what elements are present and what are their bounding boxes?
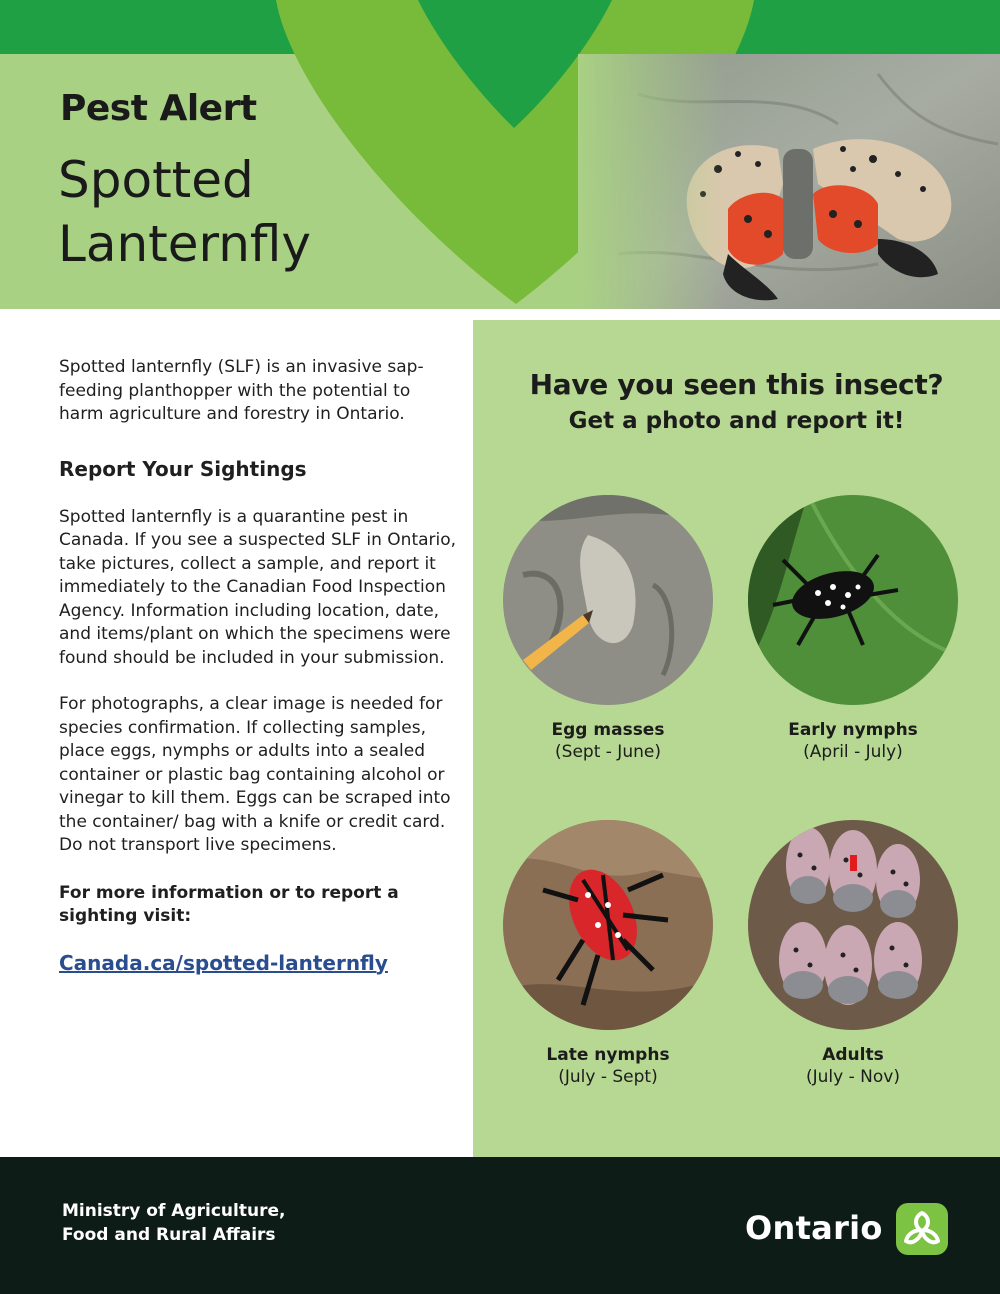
stage-early-nymphs xyxy=(738,495,968,762)
late-nymphs-photo xyxy=(503,820,713,1030)
footer xyxy=(0,1157,1000,1294)
intro-paragraph: Spotted lanternfly (SLF) is an invasive sap-feeding planthopper with the potential to harm agriculture and forestry in Ontario. xyxy=(59,357,424,424)
report-paragraph-1: Spotted lanternfly is a quarantine pest in Canada. If you see a suspected SLF in Ontario, take pictures, collect a sample, and report it immediately to the Canadian Food Inspection Agency. Information including location, date, and items/plant on which the specimens were found should be included in your submission. xyxy=(59,506,457,668)
ministry-name-line1: Ministry of Agriculture, xyxy=(62,1201,286,1221)
stage-late-nymphs-name: Late nymphs xyxy=(546,1045,670,1065)
stage-adults-name: Adults xyxy=(822,1045,884,1065)
identification-panel xyxy=(473,320,1000,1157)
more-info-text: For more information or to report a sighting visit: xyxy=(59,882,399,926)
pest-alert-label: Pest Alert xyxy=(60,88,257,129)
stage-adults xyxy=(738,820,968,1087)
adults-photo xyxy=(748,820,958,1030)
stage-early-nymphs-name: Early nymphs xyxy=(788,720,918,740)
stage-early-nymphs-period: (April - July) xyxy=(803,742,903,762)
panel-question: Have you seen this insect? xyxy=(529,368,944,401)
stage-egg-masses xyxy=(493,495,723,762)
header-banner xyxy=(0,0,1000,309)
stage-late-nymphs-period: (July - Sept) xyxy=(558,1067,658,1087)
page-title-line2: Lanternfly xyxy=(58,215,312,273)
stage-egg-masses-name: Egg masses xyxy=(551,720,665,740)
early-nymphs-photo xyxy=(748,495,958,705)
stage-adults-period: (July - Nov) xyxy=(806,1067,900,1087)
report-heading: Report Your Sightings xyxy=(59,456,307,481)
panel-call-to-action: Get a photo and report it! xyxy=(568,408,905,434)
adult-lanternfly-photo xyxy=(578,54,1000,309)
ministry-name xyxy=(62,1199,285,1247)
page-title xyxy=(58,148,311,276)
stage-late-nymphs xyxy=(493,820,723,1087)
ministry-name-line2: Food and Rural Affairs xyxy=(62,1225,276,1245)
trillium-logo-icon xyxy=(896,1203,948,1255)
report-link[interactable]: Canada.ca/spotted-lanternfly xyxy=(59,950,388,975)
stage-egg-masses-period: (Sept - June) xyxy=(555,742,661,762)
page-title-line1: Spotted xyxy=(58,151,254,209)
ontario-wordmark: Ontario xyxy=(745,1209,883,1247)
info-column xyxy=(59,356,459,975)
report-paragraph-2: For photographs, a clear image is needed for species confirmation. If collecting samples, place eggs, nymphs or adults into a sealed container or plastic bag containing alcohol or vinegar to kill them. Eggs can be scraped into the container/ bag with a knife or credit card. Do not transport live specimens. xyxy=(59,694,451,855)
egg-masses-photo xyxy=(503,495,713,705)
